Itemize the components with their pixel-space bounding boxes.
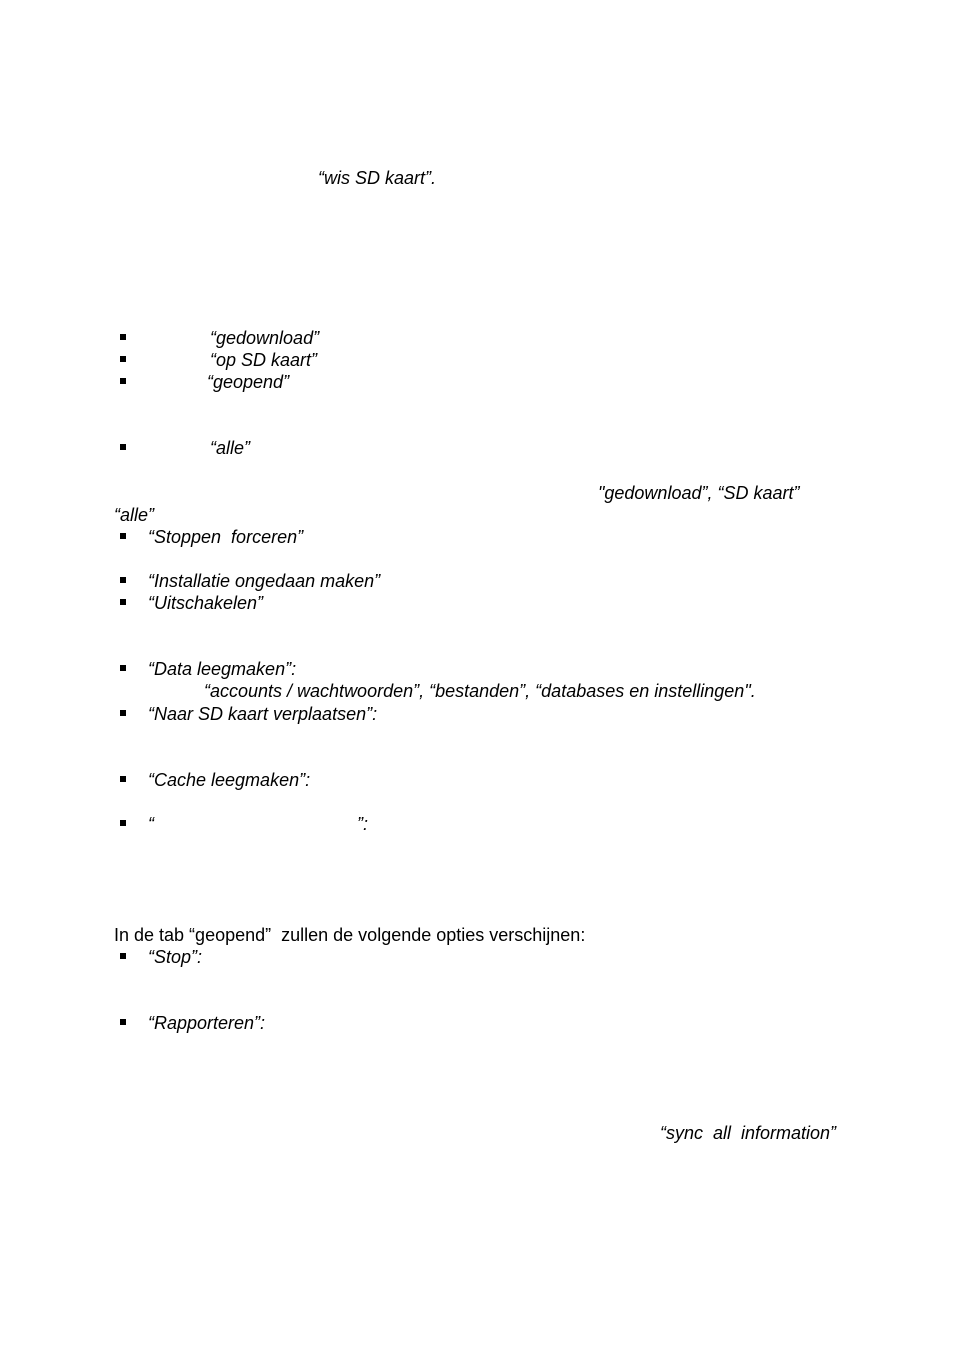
bullet-icon [120, 820, 126, 826]
list-item-quote-open: “ [148, 814, 154, 834]
list-item: “Data leegmaken”: [148, 659, 297, 679]
bullet-icon [120, 533, 126, 539]
bullet-icon [120, 953, 126, 959]
bullet-icon [120, 710, 126, 716]
list-item: “gedownload” [210, 328, 320, 348]
bullet-icon [120, 776, 126, 782]
list-item-quote-close: ”: [357, 814, 368, 834]
geopend-intro-text: In de tab “geopend” zullen de volgende opties verschijnen: [114, 925, 586, 945]
bullet-icon [120, 1019, 126, 1025]
list-item: “alle” [210, 438, 251, 458]
bullet-icon [120, 334, 126, 340]
list-item: “geopend” [207, 372, 290, 392]
list-item: “Stop”: [148, 947, 203, 967]
bullet-icon [120, 599, 126, 605]
alle-text: “alle” [114, 505, 155, 525]
list-item: “Rapporteren”: [148, 1013, 266, 1033]
tabs-mention-text: "gedownload”, “SD kaart” [598, 483, 800, 503]
bullet-icon [120, 444, 126, 450]
list-item: “Installatie ongedaan maken” [148, 571, 381, 591]
bullet-icon [120, 356, 126, 362]
list-item: “Naar SD kaart verplaatsen”: [148, 704, 378, 724]
list-item: “Cache leegmaken”: [148, 770, 311, 790]
sync-text: “sync all information” [660, 1123, 837, 1143]
bullet-icon [120, 665, 126, 671]
bullet-icon [120, 577, 126, 583]
list-item: “Stoppen forceren” [148, 527, 304, 547]
wis-sd-text: “wis SD kaart”. [318, 168, 437, 188]
data-detail-text: “accounts / wachtwoorden”, “bestanden”, “databases en instellingen". [204, 681, 756, 701]
list-item: “Uitschakelen” [148, 593, 264, 613]
bullet-icon [120, 378, 126, 384]
list-item: “op SD kaart” [210, 350, 318, 370]
